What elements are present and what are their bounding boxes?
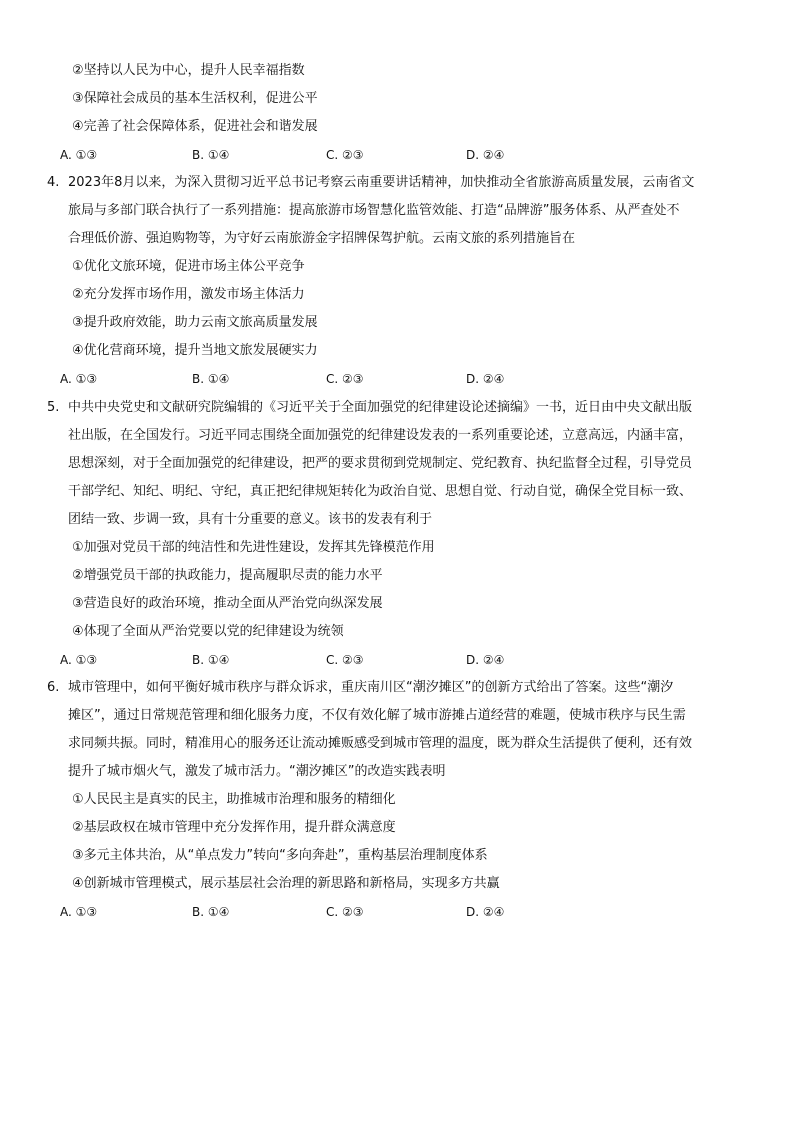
q4-number: 4.: [47, 175, 60, 190]
q6-option-4: ④创新城市管理模式，展示基层社会治理的新思路和新格局，实现多方共赢: [72, 876, 500, 891]
q5-option-4: ④体现了全面从严治党要以党的纪律建设为统领: [72, 624, 344, 639]
q5-answer-d: D. ②④: [466, 653, 505, 667]
q6-option-3: ③多元主体共治，从“单点发力”转向“多向奔赴”，重构基层治理制度体系: [72, 848, 488, 863]
q5-stem-line: 中共中央党史和文献研究院编辑的《习近平关于全面加强党的纪律建设论述摘编》一书，近日由中央文献出版: [68, 400, 693, 415]
q3-option-2: ②坚持以人民为中心，提升人民幸福指数: [72, 63, 305, 78]
q4-stem-line: 2023年8月以来，为深入贯彻习近平总书记考察云南重要讲话精神，加快推动全省旅游高质量发展，云南省文: [68, 175, 695, 190]
q6-number: 6.: [47, 680, 60, 695]
q3-answer-b: B. ①④: [192, 148, 230, 162]
q3-option-4: ④完善了社会保障体系，促进社会和谐发展: [72, 119, 318, 134]
q6-stem-line: 提升了城市烟火气，激发了城市活力。“潮汐摊区”的改造实践表明: [68, 764, 446, 779]
q5-answer-b: B. ①④: [192, 653, 230, 667]
q5-option-1: ①加强对党员干部的纯洁性和先进性建设，发挥其先锋模范作用: [72, 540, 435, 555]
q6-answer-d: D. ②④: [466, 905, 505, 919]
q3-answer-c: C. ②③: [326, 148, 364, 162]
q4-stem-line: 合理低价游、强迫购物等，为守好云南旅游金字招牌保驾护航。云南文旅的系列措施旨在: [68, 231, 576, 246]
q4-answer-c: C. ②③: [326, 372, 364, 386]
q6-option-1: ①人民民主是真实的民主，助推城市治理和服务的精细化: [72, 792, 396, 807]
q5-number: 5.: [47, 400, 60, 415]
q4-answer-d: D. ②④: [466, 372, 505, 386]
q6-answer-a: A. ①③: [60, 905, 98, 919]
q4-answer-b: B. ①④: [192, 372, 230, 386]
q6-answer-c: C. ②③: [326, 905, 364, 919]
q5-stem-line: 干部学纪、知纪、明纪、守纪，真正把纪律规矩转化为政治自觉、思想自觉、行动自觉，确保全党目标一致、: [68, 484, 693, 499]
q4-answer-a: A. ①③: [60, 372, 98, 386]
q3-answer-a: A. ①③: [60, 148, 98, 162]
q5-option-3: ③营造良好的政治环境，推动全面从严治党向纵深发展: [72, 596, 383, 611]
q6-stem-line: 摊区”，通过日常规范管理和细化服务力度，不仅有效化解了城市游摊占道经营的难题，使城市秩序与民生需: [68, 708, 686, 723]
q5-answer-c: C. ②③: [326, 653, 364, 667]
q6-stem-line: 求同频共振。同时，精准用心的服务还让流动摊贩感受到城市管理的温度，既为群众生活提供了便利，还有效: [68, 736, 693, 751]
q6-option-2: ②基层政权在城市管理中充分发挥作用，提升群众满意度: [72, 820, 396, 835]
q4-option-3: ③提升政府效能，助力云南文旅高质量发展: [72, 315, 318, 330]
q3-option-3: ③保障社会成员的基本生活权利，促进公平: [72, 91, 318, 106]
q4-option-1: ①优化文旅环境，促进市场主体公平竞争: [72, 259, 305, 274]
q4-stem-line: 旅局与多部门联合执行了一系列措施：提高旅游市场智慧化监管效能、打造“品牌游”服务体系、从严查处不: [68, 203, 680, 218]
q3-answer-d: D. ②④: [466, 148, 505, 162]
q4-option-2: ②充分发挥市场作用，激发市场主体活力: [72, 287, 305, 302]
q6-answer-b: B. ①④: [192, 905, 230, 919]
q6-stem-line: 城市管理中，如何平衡好城市秩序与群众诉求，重庆南川区“潮汐摊区”的创新方式给出了答案。这些“潮汐: [68, 680, 674, 695]
q5-stem-line: 社出版，在全国发行。习近平同志围绕全面加强党的纪律建设发表的一系列重要论述，立意高远，内涵丰富，: [68, 428, 693, 443]
q5-answer-a: A. ①③: [60, 653, 98, 667]
q5-option-2: ②增强党员干部的执政能力，提高履职尽责的能力水平: [72, 568, 383, 583]
q5-stem-line: 团结一致、步调一致，具有十分重要的意义。该书的发表有利于: [68, 512, 433, 527]
q4-option-4: ④优化营商环境，提升当地文旅发展硬实力: [72, 343, 318, 358]
q5-stem-line: 思想深刻，对于全面加强党的纪律建设，把严的要求贯彻到党规制定、党纪教育、执纪监督全过程，引导党员: [68, 456, 693, 471]
